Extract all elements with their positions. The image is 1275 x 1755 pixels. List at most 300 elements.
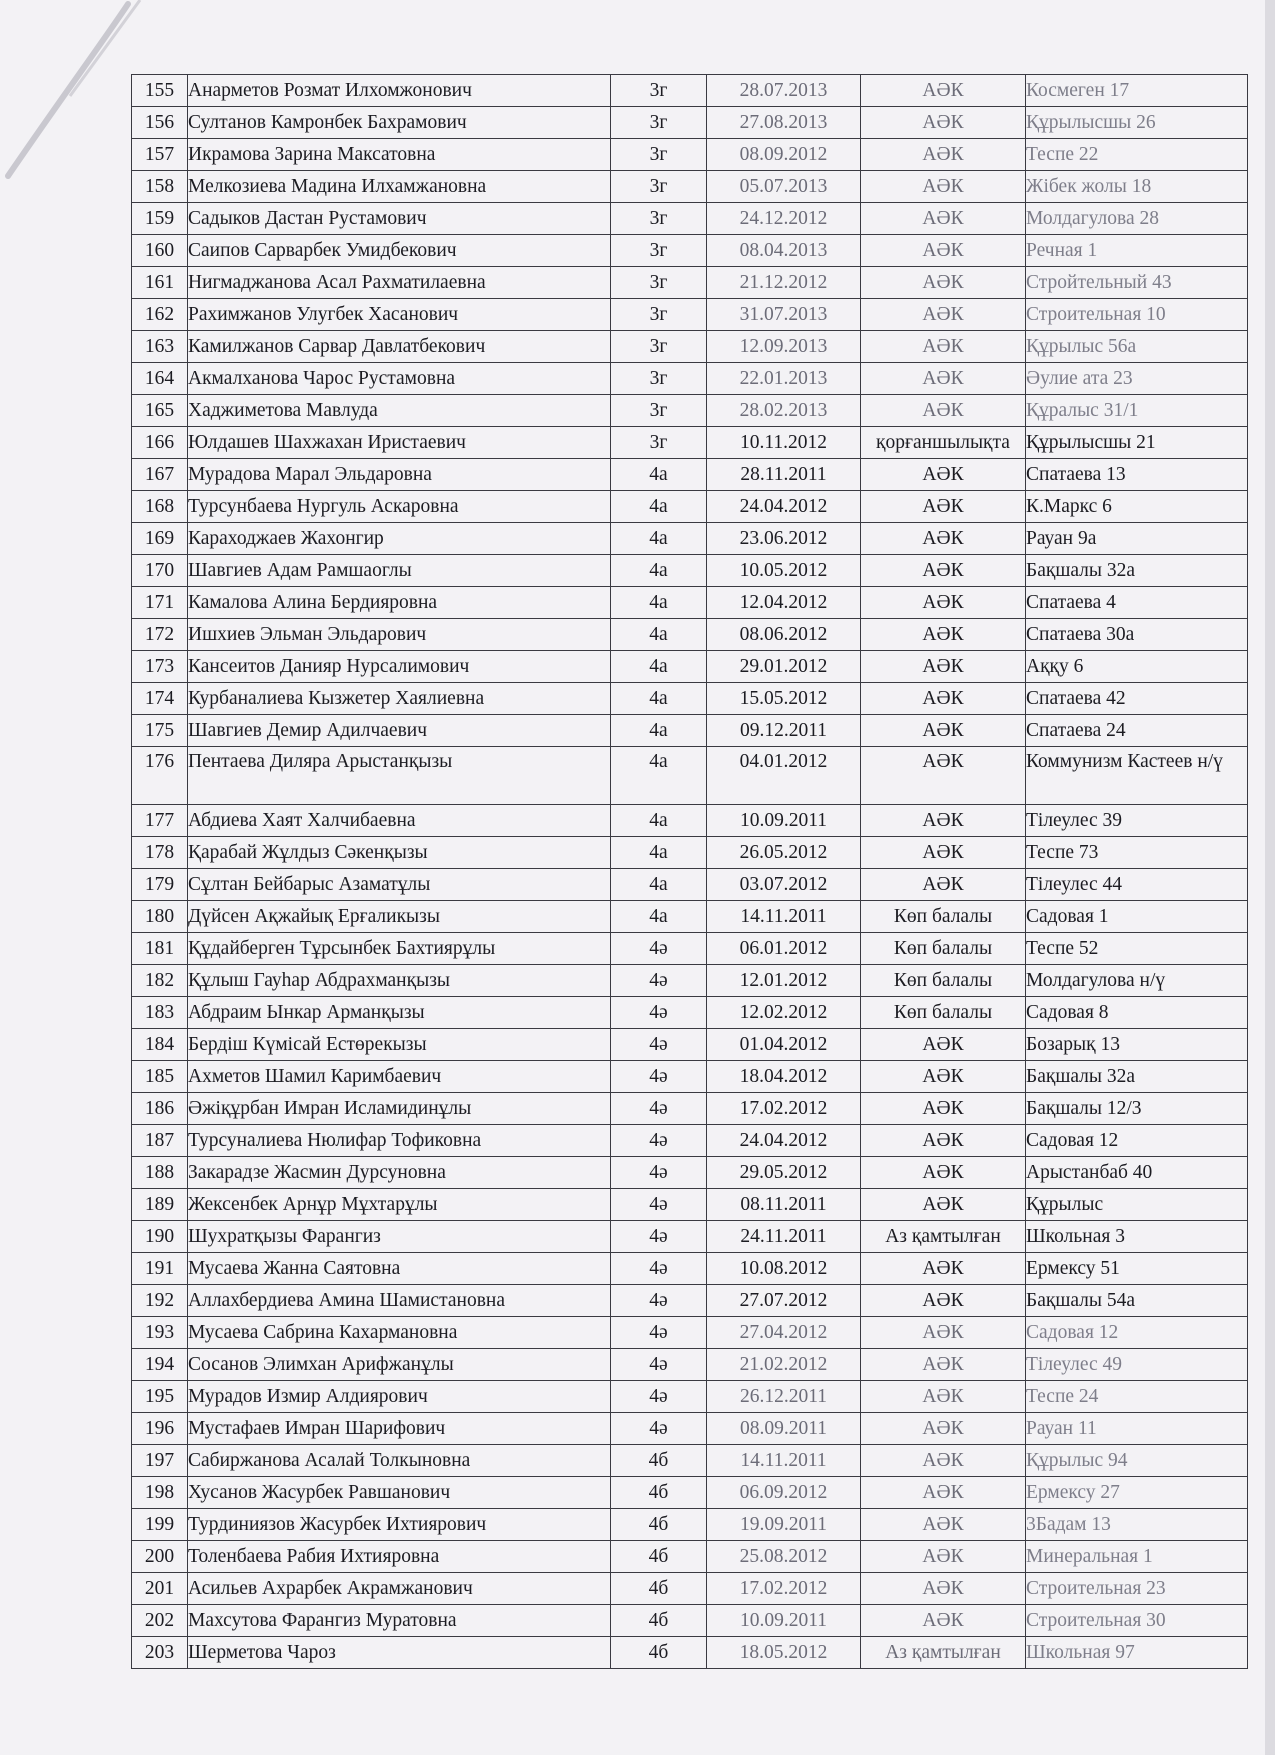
row-number: 156 [132, 107, 188, 139]
student-name: Пентаева Диляра Арыстанқызы [188, 747, 611, 805]
row-number: 158 [132, 171, 188, 203]
social-status: АӘК [861, 139, 1026, 171]
home-address: Бақшалы 32а [1026, 555, 1248, 587]
home-address: Құрылыс 94 [1026, 1445, 1248, 1477]
row-number: 189 [132, 1189, 188, 1221]
social-status: Көп балалы [861, 965, 1026, 997]
social-status: АӘК [861, 1349, 1026, 1381]
birth-date: 06.01.2012 [707, 933, 861, 965]
row-number: 172 [132, 619, 188, 651]
social-status: АӘК [861, 1317, 1026, 1349]
social-status: АӘК [861, 235, 1026, 267]
table-row [132, 171, 1248, 203]
row-number: 162 [132, 299, 188, 331]
table-row [132, 235, 1248, 267]
table-row [132, 1157, 1248, 1189]
class-grade: 3г [611, 235, 707, 267]
social-status: АӘК [861, 1189, 1026, 1221]
home-address: Құрылыс [1026, 1189, 1248, 1221]
social-status: АӘК [861, 1509, 1026, 1541]
social-status: АӘК [861, 587, 1026, 619]
row-number: 198 [132, 1477, 188, 1509]
row-number: 174 [132, 683, 188, 715]
table-row [132, 1317, 1248, 1349]
birth-date: 10.09.2011 [707, 805, 861, 837]
student-name: Құлыш Гауһар Абдрахманқызы [188, 965, 611, 997]
home-address: Құрылысшы 26 [1026, 107, 1248, 139]
home-address: Коммунизм Кастеев н/ү [1026, 747, 1248, 805]
student-name: Ишхиев Эльман Эльдарович [188, 619, 611, 651]
social-status: АӘК [861, 1477, 1026, 1509]
class-grade: 4б [611, 1637, 707, 1669]
row-number: 166 [132, 427, 188, 459]
row-number: 155 [132, 75, 188, 107]
social-status: АӘК [861, 651, 1026, 683]
class-grade: 4а [611, 651, 707, 683]
class-grade: 3г [611, 331, 707, 363]
row-number: 175 [132, 715, 188, 747]
student-name: Дүйсен Ақжайық Ерғаликызы [188, 901, 611, 933]
student-name: Сосанов Элимхан Арифжанұлы [188, 1349, 611, 1381]
table-row [132, 555, 1248, 587]
student-name: Ахметов Шамил Каримбаевич [188, 1061, 611, 1093]
class-grade: 4а [611, 619, 707, 651]
student-name: Құдайберген Тұрсынбек Бахтиярұлы [188, 933, 611, 965]
home-address: Спатаева 13 [1026, 459, 1248, 491]
row-number: 203 [132, 1637, 188, 1669]
social-status: АӘК [861, 523, 1026, 555]
home-address: Спатаева 24 [1026, 715, 1248, 747]
birth-date: 28.02.2013 [707, 395, 861, 427]
student-name: Анарметов Розмат Илхомжонович [188, 75, 611, 107]
home-address: Садовая 1 [1026, 901, 1248, 933]
home-address: Рауан 11 [1026, 1413, 1248, 1445]
class-grade: 4ә [611, 965, 707, 997]
birth-date: 27.04.2012 [707, 1317, 861, 1349]
row-number: 180 [132, 901, 188, 933]
social-status: АӘК [861, 459, 1026, 491]
social-status: АӘК [861, 747, 1026, 805]
social-status: АӘК [861, 1605, 1026, 1637]
row-number: 185 [132, 1061, 188, 1093]
row-number: 159 [132, 203, 188, 235]
social-status: АӘК [861, 1093, 1026, 1125]
home-address: Құрылысшы 21 [1026, 427, 1248, 459]
student-name: Хаджиметова Мавлуда [188, 395, 611, 427]
table-row [132, 715, 1248, 747]
birth-date: 10.11.2012 [707, 427, 861, 459]
birth-date: 10.09.2011 [707, 1605, 861, 1637]
birth-date: 08.06.2012 [707, 619, 861, 651]
birth-date: 12.04.2012 [707, 587, 861, 619]
birth-date: 22.01.2013 [707, 363, 861, 395]
class-grade: 4ә [611, 1285, 707, 1317]
social-status: АӘК [861, 491, 1026, 523]
student-name: Акмалханова Чарос Рустамовна [188, 363, 611, 395]
table-row [132, 1349, 1248, 1381]
table-row [132, 1029, 1248, 1061]
birth-date: 10.08.2012 [707, 1253, 861, 1285]
class-grade: 4б [611, 1605, 707, 1637]
social-status: АӘК [861, 1253, 1026, 1285]
row-number: 164 [132, 363, 188, 395]
home-address: К.Маркс 6 [1026, 491, 1248, 523]
birth-date: 27.08.2013 [707, 107, 861, 139]
table-row [132, 363, 1248, 395]
student-name: Шавгиев Демир Адилчаевич [188, 715, 611, 747]
student-name: Сабиржанова Асалай Толкыновна [188, 1445, 611, 1477]
birth-date: 03.07.2012 [707, 869, 861, 901]
home-address: Речная 1 [1026, 235, 1248, 267]
social-status: Аз қамтылған [861, 1637, 1026, 1669]
row-number: 169 [132, 523, 188, 555]
birth-date: 04.01.2012 [707, 747, 861, 805]
social-status: АӘК [861, 1285, 1026, 1317]
row-number: 197 [132, 1445, 188, 1477]
social-status: АӘК [861, 267, 1026, 299]
table-row [132, 1637, 1248, 1669]
table-row [132, 901, 1248, 933]
home-address: Молдагулова 28 [1026, 203, 1248, 235]
social-status: АӘК [861, 1157, 1026, 1189]
student-name: Мусаева Жанна Саятовна [188, 1253, 611, 1285]
class-grade: 3г [611, 427, 707, 459]
student-name: Нигмаджанова Асал Рахматилаевна [188, 267, 611, 299]
social-status: АӘК [861, 1573, 1026, 1605]
row-number: 200 [132, 1541, 188, 1573]
social-status: АӘК [861, 683, 1026, 715]
birth-date: 28.07.2013 [707, 75, 861, 107]
birth-date: 08.04.2013 [707, 235, 861, 267]
birth-date: 08.09.2011 [707, 1413, 861, 1445]
birth-date: 24.11.2011 [707, 1221, 861, 1253]
table-row [132, 1253, 1248, 1285]
student-name: Юлдашев Шахжахан Иристаевич [188, 427, 611, 459]
table-row [132, 651, 1248, 683]
class-grade: 3г [611, 171, 707, 203]
student-name: Аллахбердиева Амина Шамистановна [188, 1285, 611, 1317]
student-name: Қарабай Жұлдыз Сәкенқызы [188, 837, 611, 869]
table-row [132, 299, 1248, 331]
student-name: Толенбаева Рабия Ихтияровна [188, 1541, 611, 1573]
birth-date: 24.04.2012 [707, 491, 861, 523]
social-status: АӘК [861, 1541, 1026, 1573]
row-number: 181 [132, 933, 188, 965]
class-grade: 3г [611, 139, 707, 171]
class-grade: 4а [611, 805, 707, 837]
social-status: Көп балалы [861, 997, 1026, 1029]
social-status: АӘК [861, 299, 1026, 331]
row-number: 167 [132, 459, 188, 491]
table-row [132, 331, 1248, 363]
student-name: Асильев Ахрарбек Акрамжанович [188, 1573, 611, 1605]
student-name: Сұлтан Бейбарыс Азаматұлы [188, 869, 611, 901]
table-row [132, 1477, 1248, 1509]
class-grade: 3г [611, 299, 707, 331]
row-number: 187 [132, 1125, 188, 1157]
row-number: 182 [132, 965, 188, 997]
home-address: Теспе 73 [1026, 837, 1248, 869]
document-sheet [131, 74, 1247, 1669]
table-row [132, 997, 1248, 1029]
class-grade: 4ә [611, 1381, 707, 1413]
birth-date: 31.07.2013 [707, 299, 861, 331]
row-number: 188 [132, 1157, 188, 1189]
row-number: 165 [132, 395, 188, 427]
table-row [132, 1445, 1248, 1477]
row-number: 194 [132, 1349, 188, 1381]
student-name: Мелкозиева Мадина Илхамжановна [188, 171, 611, 203]
table-row [132, 1093, 1248, 1125]
class-grade: 4ә [611, 1029, 707, 1061]
birth-date: 23.06.2012 [707, 523, 861, 555]
social-status: АӘК [861, 837, 1026, 869]
row-number: 168 [132, 491, 188, 523]
home-address: Спатаева 4 [1026, 587, 1248, 619]
home-address: Әулие ата 23 [1026, 363, 1248, 395]
table-row [132, 1189, 1248, 1221]
home-address: Садовая 8 [1026, 997, 1248, 1029]
row-number: 184 [132, 1029, 188, 1061]
home-address: 3Бадам 13 [1026, 1509, 1248, 1541]
row-number: 178 [132, 837, 188, 869]
home-address: Спатаева 30а [1026, 619, 1248, 651]
social-status: АӘК [861, 1445, 1026, 1477]
home-address: Стройтельный 43 [1026, 267, 1248, 299]
birth-date: 08.09.2012 [707, 139, 861, 171]
table-row [132, 1061, 1248, 1093]
birth-date: 06.09.2012 [707, 1477, 861, 1509]
student-name: Әжіқұрбан Имран Исламидинұлы [188, 1093, 611, 1125]
row-number: 176 [132, 747, 188, 805]
home-address: Строительная 30 [1026, 1605, 1248, 1637]
social-status: Көп балалы [861, 933, 1026, 965]
row-number: 191 [132, 1253, 188, 1285]
birth-date: 12.01.2012 [707, 965, 861, 997]
birth-date: 24.12.2012 [707, 203, 861, 235]
class-grade: 4а [611, 837, 707, 869]
social-status: АӘК [861, 331, 1026, 363]
class-grade: 4ә [611, 1189, 707, 1221]
table-row [132, 491, 1248, 523]
home-address: Теспе 52 [1026, 933, 1248, 965]
table-row [132, 395, 1248, 427]
birth-date: 17.02.2012 [707, 1573, 861, 1605]
table-row [132, 107, 1248, 139]
table-row [132, 1413, 1248, 1445]
row-number: 183 [132, 997, 188, 1029]
class-grade: 4ә [611, 1253, 707, 1285]
table-row [132, 619, 1248, 651]
class-grade: 4ә [611, 1413, 707, 1445]
home-address: Бақшалы 54а [1026, 1285, 1248, 1317]
table-row [132, 1605, 1248, 1637]
home-address: Бақшалы 32а [1026, 1061, 1248, 1093]
class-grade: 3г [611, 75, 707, 107]
home-address: Ермексу 51 [1026, 1253, 1248, 1285]
row-number: 199 [132, 1509, 188, 1541]
table-row [132, 805, 1248, 837]
class-grade: 4ә [611, 1317, 707, 1349]
class-grade: 4а [611, 715, 707, 747]
home-address: Рауан 9а [1026, 523, 1248, 555]
row-number: 193 [132, 1317, 188, 1349]
birth-date: 28.11.2011 [707, 459, 861, 491]
home-address: Тілеулес 39 [1026, 805, 1248, 837]
row-number: 171 [132, 587, 188, 619]
social-status: АӘК [861, 1381, 1026, 1413]
social-status: АӘК [861, 1029, 1026, 1061]
class-grade: 4ә [611, 1157, 707, 1189]
student-name: Мусаева Сабрина Кахармановна [188, 1317, 611, 1349]
row-number: 190 [132, 1221, 188, 1253]
row-number: 202 [132, 1605, 188, 1637]
class-grade: 4а [611, 869, 707, 901]
social-status: АӘК [861, 75, 1026, 107]
birth-date: 29.05.2012 [707, 1157, 861, 1189]
social-status: АӘК [861, 715, 1026, 747]
class-grade: 3г [611, 363, 707, 395]
class-grade: 4ә [611, 1093, 707, 1125]
student-name: Мурадов Измир Алдиярович [188, 1381, 611, 1413]
page-edge [1265, 0, 1275, 1755]
row-number: 196 [132, 1413, 188, 1445]
social-status: АӘК [861, 1125, 1026, 1157]
row-number: 161 [132, 267, 188, 299]
table-row [132, 523, 1248, 555]
class-grade: 3г [611, 203, 707, 235]
class-grade: 4а [611, 555, 707, 587]
student-name: Курбаналиева Кызжетер Хаялиевна [188, 683, 611, 715]
student-name: Шерметова Чароз [188, 1637, 611, 1669]
birth-date: 14.11.2011 [707, 1445, 861, 1477]
student-name: Махсутова Фарангиз Муратовна [188, 1605, 611, 1637]
social-status: АӘК [861, 1413, 1026, 1445]
student-name: Закарадзе Жасмин Дурсуновна [188, 1157, 611, 1189]
table-row [132, 933, 1248, 965]
row-number: 163 [132, 331, 188, 363]
table-row [132, 1541, 1248, 1573]
home-address: Школьная 97 [1026, 1637, 1248, 1669]
class-grade: 4б [611, 1477, 707, 1509]
student-name: Камилжанов Сарвар Давлатбекович [188, 331, 611, 363]
student-name: Садыков Дастан Рустамович [188, 203, 611, 235]
home-address: Садовая 12 [1026, 1125, 1248, 1157]
home-address: Теспе 22 [1026, 139, 1248, 171]
birth-date: 01.04.2012 [707, 1029, 861, 1061]
student-name: Камалова Алина Бердияровна [188, 587, 611, 619]
birth-date: 21.12.2012 [707, 267, 861, 299]
class-grade: 3г [611, 267, 707, 299]
table-row [132, 1509, 1248, 1541]
social-status: Аз қамтылған [861, 1221, 1026, 1253]
birth-date: 26.05.2012 [707, 837, 861, 869]
social-status: АӘК [861, 203, 1026, 235]
table-row [132, 1221, 1248, 1253]
student-name: Рахимжанов Улугбек Хасанович [188, 299, 611, 331]
class-grade: 3г [611, 107, 707, 139]
table-row [132, 139, 1248, 171]
class-grade: 4ә [611, 1221, 707, 1253]
home-address: Құрылыс 56а [1026, 331, 1248, 363]
social-status: АӘК [861, 395, 1026, 427]
social-status: АӘК [861, 1061, 1026, 1093]
class-grade: 4а [611, 747, 707, 805]
row-number: 179 [132, 869, 188, 901]
birth-date: 18.05.2012 [707, 1637, 861, 1669]
home-address: Космеген 17 [1026, 75, 1248, 107]
class-grade: 4а [611, 683, 707, 715]
birth-date: 15.05.2012 [707, 683, 861, 715]
row-number: 201 [132, 1573, 188, 1605]
table-row [132, 683, 1248, 715]
table-row [132, 267, 1248, 299]
home-address: Теспе 24 [1026, 1381, 1248, 1413]
student-name: Саипов Сарварбек Умидбекович [188, 235, 611, 267]
home-address: Ермексу 27 [1026, 1477, 1248, 1509]
birth-date: 05.07.2013 [707, 171, 861, 203]
birth-date: 19.09.2011 [707, 1509, 861, 1541]
table-row [132, 203, 1248, 235]
home-address: Молдагулова н/ү [1026, 965, 1248, 997]
table-row [132, 427, 1248, 459]
table-row [132, 837, 1248, 869]
social-status: АӘК [861, 363, 1026, 395]
table-row [132, 1381, 1248, 1413]
class-grade: 4б [611, 1509, 707, 1541]
class-grade: 4а [611, 491, 707, 523]
student-name: Мурадова Марал Эльдаровна [188, 459, 611, 491]
student-name: Икрамова Зарина Максатовна [188, 139, 611, 171]
class-grade: 4ә [611, 997, 707, 1029]
birth-date: 14.11.2011 [707, 901, 861, 933]
birth-date: 18.04.2012 [707, 1061, 861, 1093]
home-address: Строительная 23 [1026, 1573, 1248, 1605]
home-address: Жібек жолы 18 [1026, 171, 1248, 203]
birth-date: 12.09.2013 [707, 331, 861, 363]
roster-body [132, 75, 1248, 1669]
student-name: Турсуналиева Нюлифар Тофиковна [188, 1125, 611, 1157]
table-row [132, 1285, 1248, 1317]
student-name: Султанов Камронбек Бахрамович [188, 107, 611, 139]
birth-date: 21.02.2012 [707, 1349, 861, 1381]
home-address: Садовая 12 [1026, 1317, 1248, 1349]
home-address: Аққу 6 [1026, 651, 1248, 683]
student-name: Шухратқызы Фарангиз [188, 1221, 611, 1253]
class-grade: 4а [611, 523, 707, 555]
student-name: Кансеитов Данияр Нурсалимович [188, 651, 611, 683]
class-grade: 4ә [611, 1349, 707, 1381]
home-address: Құралыс 31/1 [1026, 395, 1248, 427]
social-status: АӘК [861, 619, 1026, 651]
birth-date: 12.02.2012 [707, 997, 861, 1029]
home-address: Бақшалы 12/3 [1026, 1093, 1248, 1125]
home-address: Тілеулес 49 [1026, 1349, 1248, 1381]
social-status: қорғаншылықта [861, 427, 1026, 459]
birth-date: 17.02.2012 [707, 1093, 861, 1125]
table-row [132, 869, 1248, 901]
class-grade: 4б [611, 1445, 707, 1477]
row-number: 177 [132, 805, 188, 837]
social-status: АӘК [861, 171, 1026, 203]
class-grade: 4б [611, 1541, 707, 1573]
row-number: 195 [132, 1381, 188, 1413]
table-row [132, 747, 1248, 805]
class-grade: 4ә [611, 1061, 707, 1093]
birth-date: 10.05.2012 [707, 555, 861, 587]
student-name: Жексенбек Арнұр Мұхтарұлы [188, 1189, 611, 1221]
student-roster-table [131, 74, 1248, 1669]
